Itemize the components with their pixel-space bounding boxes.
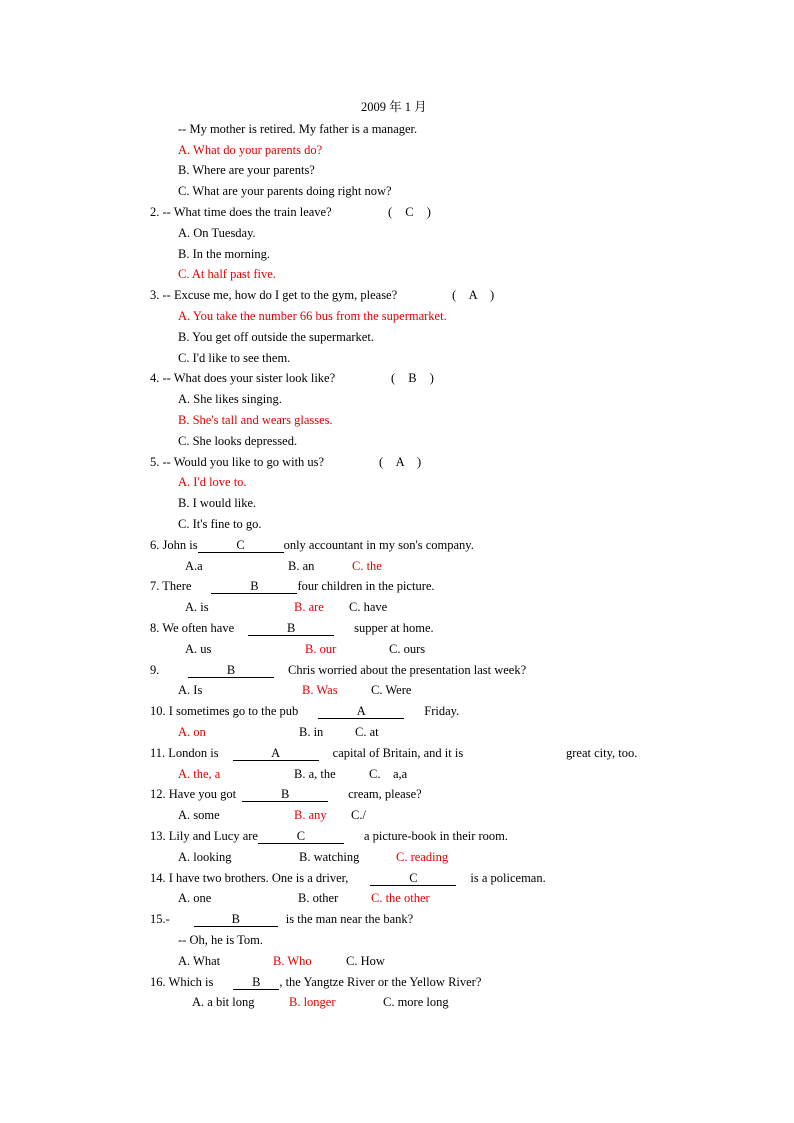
q1-option-c: C. What are your parents doing right now? bbox=[178, 184, 392, 198]
q3-option-c: C. I'd like to see them. bbox=[178, 351, 291, 365]
q3-line bbox=[150, 287, 397, 303]
q12-blank: B bbox=[242, 787, 328, 802]
q16-line bbox=[150, 974, 481, 990]
q6-line bbox=[150, 537, 474, 553]
q9-number: 9. bbox=[150, 663, 160, 677]
q12-option-b: B. any bbox=[294, 808, 327, 822]
q11-number: 11. bbox=[150, 746, 166, 760]
q14-pre: I have two brothers. One is a driver, bbox=[168, 871, 349, 885]
q2-option-b: B. In the morning. bbox=[178, 247, 271, 261]
q6-blank: C bbox=[198, 538, 284, 553]
q8-option-a: A. us bbox=[185, 642, 212, 656]
q15-pre: - bbox=[165, 912, 170, 926]
q3-option-b: B. You get off outside the supermarket. bbox=[178, 330, 374, 344]
q5-option-a: A. I'd love to. bbox=[178, 475, 247, 489]
q10-option-c: C. at bbox=[355, 725, 379, 739]
q12-pre: Have you got bbox=[168, 787, 237, 801]
q12-option-a: A. some bbox=[178, 808, 220, 822]
q13-post: a picture-book in their room. bbox=[363, 829, 509, 843]
q15-reply: -- Oh, he is Tom. bbox=[178, 933, 263, 947]
q2-option-c: C. At half past five. bbox=[178, 267, 276, 281]
q4-answer: ( B ) bbox=[391, 371, 434, 385]
q16-blank: B bbox=[233, 975, 279, 990]
q3-option-a: A. You take the number 66 bus from the supermarket. bbox=[178, 309, 447, 323]
q7-option-a: A. is bbox=[185, 600, 209, 614]
q7-option-c: C. have bbox=[349, 600, 388, 614]
q7-option-b: B. are bbox=[294, 600, 324, 614]
q6-post: only accountant in my son's company. bbox=[283, 538, 474, 552]
q2-option-a: A. On Tuesday. bbox=[178, 226, 256, 240]
date-header: 2009 年 1 月 bbox=[361, 100, 427, 114]
q14-option-a: A. one bbox=[178, 891, 212, 905]
q4-option-c: C. She looks depressed. bbox=[178, 434, 298, 448]
q15-post: is the man near the bank? bbox=[285, 912, 414, 926]
q3-stem: -- Excuse me, how do I get to the gym, please? bbox=[162, 288, 398, 302]
q6-option-c: C. the bbox=[352, 559, 382, 573]
q7-number: 7. bbox=[150, 579, 160, 593]
q11-line bbox=[150, 745, 463, 761]
q1-stem: -- My mother is retired. My father is a manager. bbox=[178, 122, 418, 136]
q8-pre: We often have bbox=[162, 621, 235, 635]
q4-stem: -- What does your sister look like? bbox=[162, 371, 336, 385]
q6-pre: John is bbox=[162, 538, 198, 552]
q3-number: 3. bbox=[150, 288, 160, 302]
q2-answer: ( C ) bbox=[388, 205, 431, 219]
q10-pre: I sometimes go to the pub bbox=[168, 704, 299, 718]
q14-post: is a policeman. bbox=[470, 871, 546, 885]
q11-post2: great city, too. bbox=[566, 746, 638, 760]
q12-number: 12. bbox=[150, 787, 166, 801]
q10-line bbox=[150, 703, 459, 719]
q15-number: 15. bbox=[150, 912, 166, 926]
q9-option-c: C. Were bbox=[371, 683, 412, 697]
q16-option-b: B. longer bbox=[289, 995, 336, 1009]
q5-answer: ( A ) bbox=[379, 455, 422, 469]
q12-line bbox=[150, 786, 422, 802]
q8-number: 8. bbox=[150, 621, 160, 635]
q10-post: Friday. bbox=[424, 704, 460, 718]
q14-option-c: C. the other bbox=[371, 891, 430, 905]
q11-post: capital of Britain, and it is bbox=[332, 746, 464, 760]
q13-number: 13. bbox=[150, 829, 166, 843]
q15-option-c: C. How bbox=[346, 954, 385, 968]
q16-option-a: A. a bit long bbox=[192, 995, 255, 1009]
q5-option-c: C. It's fine to go. bbox=[178, 517, 262, 531]
q16-option-c: C. more long bbox=[383, 995, 449, 1009]
q15-line bbox=[150, 911, 413, 927]
q8-option-b: B. our bbox=[305, 642, 337, 656]
q10-blank: A bbox=[318, 704, 404, 719]
q7-pre: There bbox=[162, 579, 192, 593]
q7-post: four children in the picture. bbox=[297, 579, 435, 593]
q1-option-b: B. Where are your parents? bbox=[178, 163, 315, 177]
q9-post: Chris worried about the presentation last week? bbox=[288, 663, 527, 677]
q9-blank: B bbox=[188, 663, 274, 678]
q5-line bbox=[150, 454, 324, 470]
q15-option-a: A. What bbox=[178, 954, 221, 968]
q15-blank: B bbox=[194, 912, 278, 927]
q6-option-a: A.a bbox=[185, 559, 203, 573]
q1-option-a: A. What do your parents do? bbox=[178, 143, 323, 157]
q10-option-a: A. on bbox=[178, 725, 206, 739]
q9-option-b: B. Was bbox=[302, 683, 338, 697]
q4-line bbox=[150, 370, 335, 386]
q9-option-a: A. Is bbox=[178, 683, 203, 697]
q15-option-b: B. Who bbox=[273, 954, 312, 968]
q5-stem: -- Would you like to go with us? bbox=[162, 455, 325, 469]
q8-blank: B bbox=[248, 621, 334, 636]
q2-number: 2. bbox=[150, 205, 160, 219]
q13-option-c: C. reading bbox=[396, 850, 449, 864]
q16-pre: Which is bbox=[168, 975, 214, 989]
q8-post: supper at home. bbox=[354, 621, 434, 635]
q13-line bbox=[150, 828, 508, 844]
q16-number: 16. bbox=[150, 975, 166, 989]
q13-option-b: B. watching bbox=[299, 850, 360, 864]
q10-number: 10. bbox=[150, 704, 166, 718]
q14-blank: C bbox=[370, 871, 456, 886]
q11-pre: London is bbox=[168, 746, 219, 760]
q12-post: cream, please? bbox=[348, 787, 422, 801]
q11-option-a: A. the, a bbox=[178, 767, 221, 781]
q11-option-c: C. a,a bbox=[369, 767, 408, 781]
q8-line bbox=[150, 620, 434, 636]
q6-number: 6. bbox=[150, 538, 160, 552]
q13-option-a: A. looking bbox=[178, 850, 232, 864]
q2-stem: -- What time does the train leave? bbox=[162, 205, 332, 219]
q4-number: 4. bbox=[150, 371, 160, 385]
q11-blank: A bbox=[233, 746, 319, 761]
q9-line bbox=[188, 662, 526, 678]
q5-option-b: B. I would like. bbox=[178, 496, 257, 510]
q6-option-b: B. an bbox=[288, 559, 315, 573]
q4-option-b: B. She's tall and wears glasses. bbox=[178, 413, 333, 427]
q8-option-c: C. ours bbox=[389, 642, 426, 656]
q7-blank: B bbox=[211, 579, 297, 594]
q10-option-b: B. in bbox=[299, 725, 324, 739]
q16-post: , the Yangtze River or the Yellow River? bbox=[279, 975, 482, 989]
q11-option-b: B. a, the bbox=[294, 767, 336, 781]
q2-line bbox=[150, 204, 332, 220]
q12-option-c: C./ bbox=[351, 808, 366, 822]
q7-line bbox=[150, 578, 435, 594]
q3-answer: ( A ) bbox=[452, 288, 495, 302]
q4-option-a: A. She likes singing. bbox=[178, 392, 282, 406]
q5-number: 5. bbox=[150, 455, 160, 469]
q13-blank: C bbox=[258, 829, 344, 844]
q14-option-b: B. other bbox=[298, 891, 339, 905]
q13-pre: Lily and Lucy are bbox=[168, 829, 258, 843]
q14-number: 14. bbox=[150, 871, 166, 885]
q14-line bbox=[150, 870, 546, 886]
